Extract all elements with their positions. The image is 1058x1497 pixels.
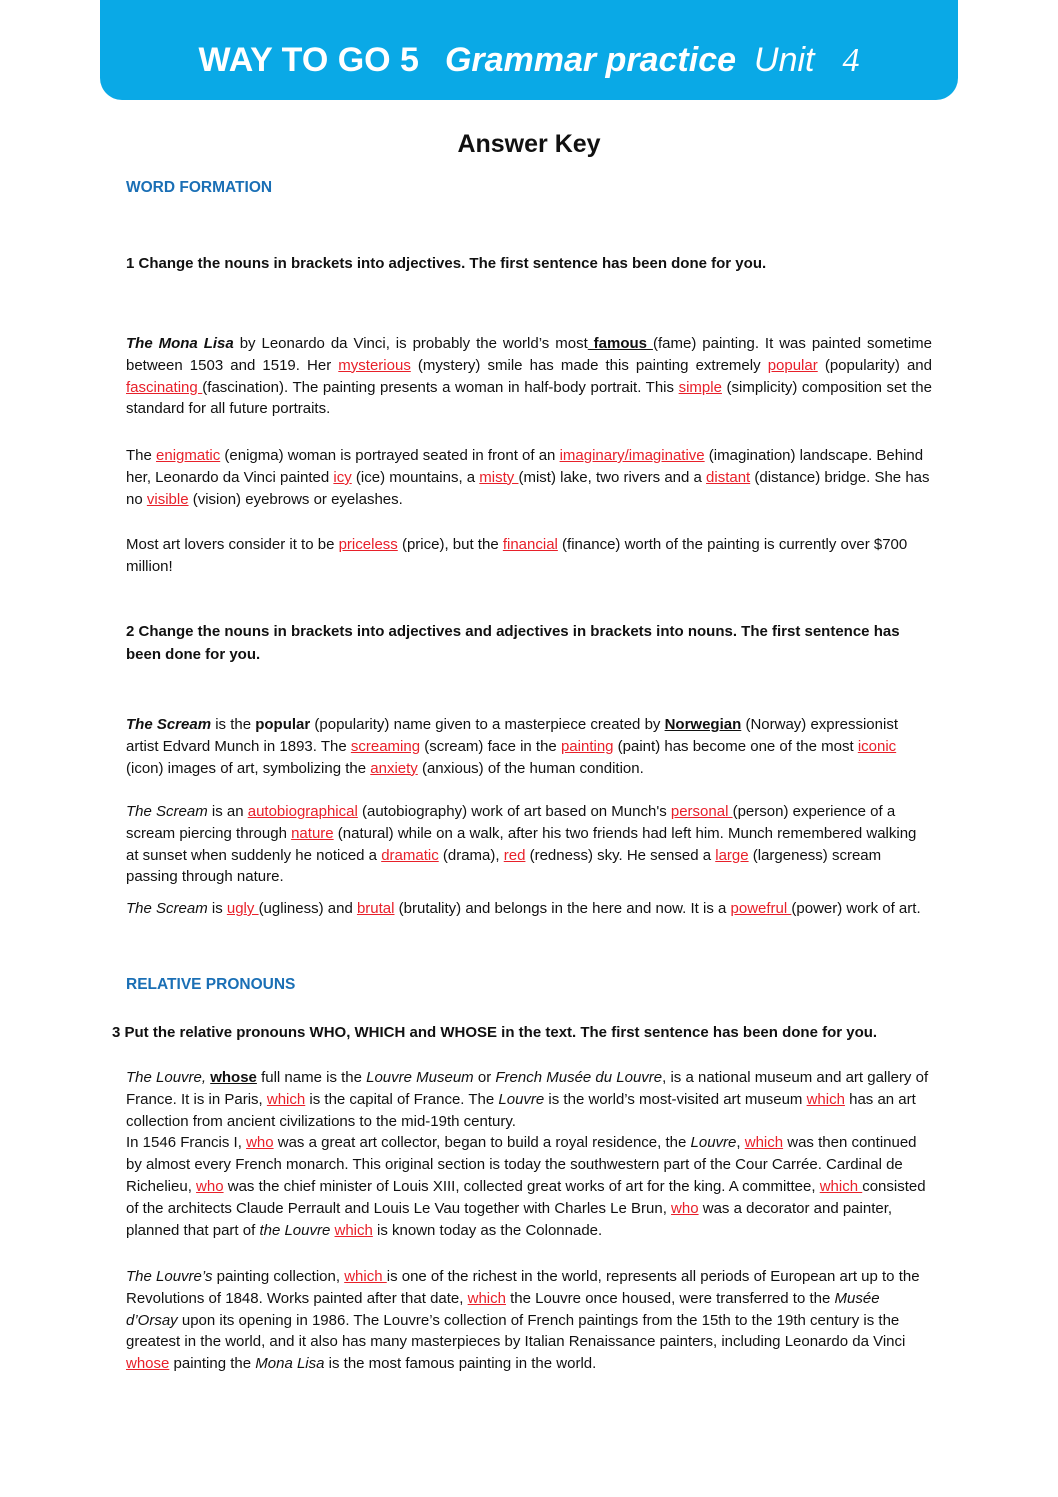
answer: red [503,846,526,864]
answer: dramatic [381,846,439,864]
example-answer: Norwegian [664,716,742,733]
answer: imaginary/imaginative [559,447,705,464]
banner-title [100,38,958,83]
section-heading-relative-pronouns: RELATIVE PRONOUNS [126,976,296,993]
answer: financial [502,536,558,553]
answer: autobiographical [247,803,358,820]
artwork-title: The Scream [126,803,208,820]
page-title: Answer Key [457,130,601,158]
answer: screaming [350,737,421,755]
answer: painting [560,737,614,755]
answer: who [671,1199,699,1217]
exercise-3-instruction: 3 Put the relative pronouns WHO, WHICH and WHOSE in the text. The first sentence has been done for you. [112,1024,878,1041]
answer: who [196,1177,224,1195]
example-answer: whose [210,1069,257,1086]
series-name: WAY TO GO 5 [198,41,419,79]
answer: popular [767,356,818,374]
example-answer: famous [587,335,653,352]
unit-label: Unit [754,41,815,79]
answer: misty [479,468,519,486]
exercise-3-paragraph-1: The Louvre, whose full name is the Louvre Museum or French Musée du Louvre, is a national museum and art gallery of France. It is in Paris, which is the capital of France. The Louvre is the world’s most-visited art museum which has an art collection from ancient civilizations to the mid-19th century. In 1546 Francis I, who was a great art collector, began to build a royal residence, the Louvre, which was then continued by almost every French monarch. This original section is today the southwestern part of the Cour Carrée. Cardinal de Richelieu, who was the chief minister of Louis XIII, collected great works of art for the king. A committee, which consisted of the architects Claude Perrault and Louis Le Vau together with Charles Le Brun, who was a decorator and painter, planned that part of the Louvre which is known today as the Colonnade. [126,1069,929,1239]
answer: which [266,1090,306,1108]
answer: whose [126,1355,170,1373]
answer: visible [146,490,189,508]
answer: who [246,1134,274,1152]
answer: which [806,1090,845,1108]
exercise-1-instruction: 1 Change the nouns in brackets into adjectives. The first sentence has been done for you. [126,255,767,272]
answer: iconic [857,737,897,755]
answer: anxiety [370,759,418,777]
answer: personal [670,803,733,820]
artwork-title: The Scream [126,716,212,733]
artwork-title: The Scream [126,900,208,917]
answer: large [715,846,749,864]
section-heading-word-formation: WORD FORMATION [126,179,273,196]
worksheet-title: Grammar practice [444,41,737,79]
answer: which [819,1177,863,1195]
exercise-2-paragraph-3: The Scream is ugly (ugliness) and brutal (brutality) and belongs in the here and now. It is a powefrul (power) work of art. [126,900,921,917]
exercise-1-paragraph-1: The Mona Lisa by Leonardo da Vinci, is probably the world’s most famous (fame) painting. It was painted sometime between 1503 and 1519. Her mysterious (mystery) smile has made this painting extremely popular (popularity) and fascinating (fascination). The painting presents a woman in half-body portrait. This simple (simplicity) composition set the standard for all future portraits. [126,335,933,418]
exercise-2-instruction: 2 Change the nouns in brackets into adjectives and adjectives in brackets into nouns. The first sentence has been done for you. [126,623,900,663]
answer: which [344,1268,387,1285]
answer: powefrul [730,900,792,917]
example-word: popular [255,716,311,733]
answer: mysterious [338,356,411,374]
answer: priceless [338,536,398,553]
exercise-1-paragraph-3: Most art lovers consider it to be priceless (price), but the financial (finance) worth of the painting is currently over $700 million! [126,536,908,575]
answer: simple [678,378,722,396]
exercise-3-paragraph-2: The Louvre’s painting collection, which is one of the richest in the world, represents all periods of European art up to the Revolutions of 1848. Works painted after that date, which the Louvre once housed, were transferred to the Musée d’Orsay upon its opening in 1986. The Louvre’s collection of French paintings from the 15th to the 19th century is the greatest in the world, and it also has many masterpieces by Italian Renaissance painters, including Leonardo da Vinci whose painting the Mona Lisa is the most famous painting in the world. [126,1268,920,1373]
unit-number: 4 [842,42,860,79]
answer: brutal [356,900,395,917]
exercise-2-paragraph-1: The Scream is the popular (popularity) name given to a masterpiece created by Norwegian (Norway) expressionist artist Edvard Munch in 1893. The screaming (scream) face in the painting (paint) has become one of the most iconic (icon) images of art, symbolizing the anxiety (anxious) of the human condition. [126,716,898,777]
artwork-title: The Mona Lisa [126,335,234,352]
answer: nature [291,824,334,842]
answer: which [744,1134,784,1152]
header-banner [100,0,958,100]
answer: icy [333,468,352,486]
answer: distant [706,468,751,486]
answer: which [334,1221,373,1239]
answer: ugly [226,900,259,917]
answer: enigmatic [156,447,221,464]
exercise-2-paragraph-2: The Scream is an autobiographical (autobiography) work of art based on Munch's personal (person) experience of a scream piercing through nature (natural) while on a walk, after his two friends had left him. Munch remembered walking at sunset when suddenly he noticed a dramatic (drama), red (redness) sky. He sensed a large (largeness) scream passing through nature. [126,803,917,886]
answer: which [467,1289,506,1307]
exercise-1-paragraph-2: The enigmatic (enigma) woman is portrayed seated in front of an imaginary/imaginative (imagination) landscape. Behind her, Leonardo da Vinci painted icy (ice) mountains, a misty (mist) lake, two rivers and a distant (distance) bridge. She has no visible (vision) eyebrows or eyelashes. [126,447,930,508]
answer: fascinating [126,378,203,396]
